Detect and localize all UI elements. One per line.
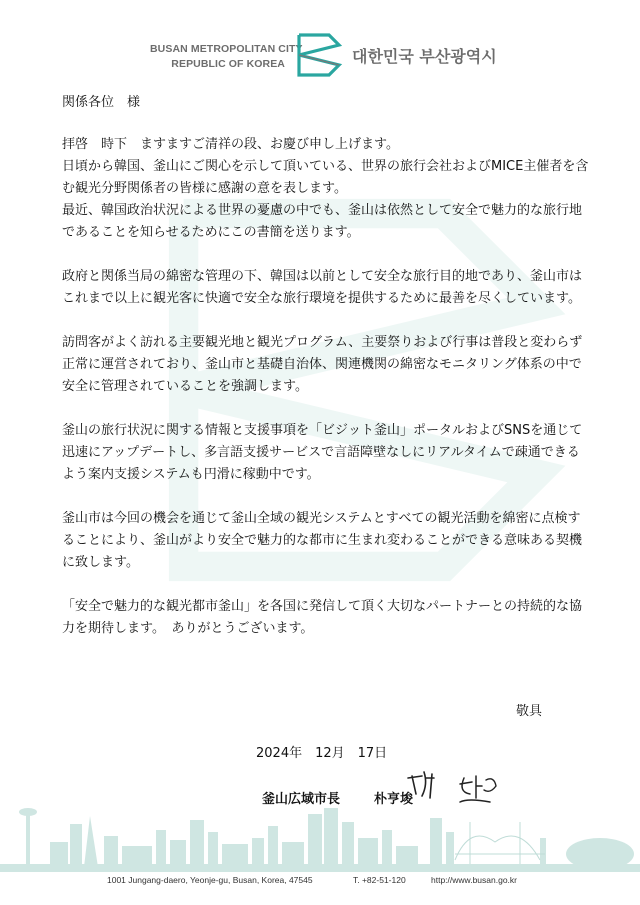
paragraph-5 <box>62 508 592 574</box>
footer <box>0 875 640 891</box>
org-en-line1: BUSAN METROPOLITAN CITY <box>150 43 303 55</box>
signer-title: 釜山広域市長 <box>262 792 341 807</box>
signer-name: 朴亨埈 <box>374 792 414 807</box>
city-skyline-illustration <box>0 802 640 872</box>
paragraph-6 <box>62 596 592 640</box>
org-name-english <box>150 42 303 72</box>
paragraph-line: 釜山の旅行状況に関する情報と支援事項を「ビジット釜山」ポータルおよびSNSを通じて迅速にアップデートし、多言語支援サービスで言語障壁なしにリアルタイムで疎通できるよう案内支援システムも円滑に稼動中です。 <box>62 423 583 482</box>
paragraph-line: 釜山市は今回の機会を通じて釜山全域の観光システムとすべての観光活動を綿密に点検することにより、釜山がより安全で魅力的な都市に生まれ変わることができる意味ある契機に致します。 <box>62 511 583 570</box>
closing: 敬具 <box>516 704 543 719</box>
paragraph-line: 拝啓 時下 ますますご清祥の段、お慶び申し上げます。 <box>62 137 399 152</box>
footer-website[interactable]: http://www.busan.go.kr <box>431 875 517 885</box>
paragraph-1 <box>62 134 592 244</box>
salutation: 関係各位 様 <box>62 95 141 110</box>
paragraph-line: 最近、韓国政治状況による世界の憂慮の中でも、釜山は依然として安全で魅力的な旅行地であることを知らせるためにこの書簡を送ります。 <box>62 203 583 240</box>
paragraph-line: 日頃から韓国、釜山にご関心を示して頂いている、世界の旅行会社およびMICE主催者を含む観光分野関係者の皆様に感謝の意を表します。 <box>62 159 589 196</box>
busan-logo-icon <box>295 32 343 78</box>
letterhead <box>0 30 640 82</box>
paragraph-2 <box>62 266 592 310</box>
footer-phone: T. +82-51-120 <box>353 875 406 885</box>
paragraph-3 <box>62 332 592 398</box>
paragraph-4 <box>62 420 592 486</box>
org-name-korean: 대한민국 부산광역시 <box>352 47 497 66</box>
paragraph-line: 「安全で魅力的な観光都市釜山」を各国に発信して頂く大切なパートナーとの持続的な協力を期待します。 ありがとうございます。 <box>62 599 583 636</box>
footer-address: 1001 Jungang-daero, Yeonje-gu, Busan, Korea, 47545 <box>107 875 313 885</box>
letter-body <box>62 92 592 662</box>
paragraph-line: 訪問客がよく訪れる主要観光地と観光プログラム、主要祭りおよび行事は普段と変わらず正常に運営されており、釜山市と基礎自治体、関連機関の綿密なモニタリング体系の中で安全に管理されていることを強調します。 <box>62 335 583 394</box>
paragraph-line: 政府と関係当局の綿密な管理の下、韓国は以前として安全な旅行目的地であり、釜山市はこれまで以上に観光客に快適で安全な旅行環境を提供するために最善を尽くしています。 <box>62 269 583 306</box>
org-en-line2: REPUBLIC OF KOREA <box>171 58 285 70</box>
letter-date: 2024年 12月 17日 <box>256 746 388 761</box>
